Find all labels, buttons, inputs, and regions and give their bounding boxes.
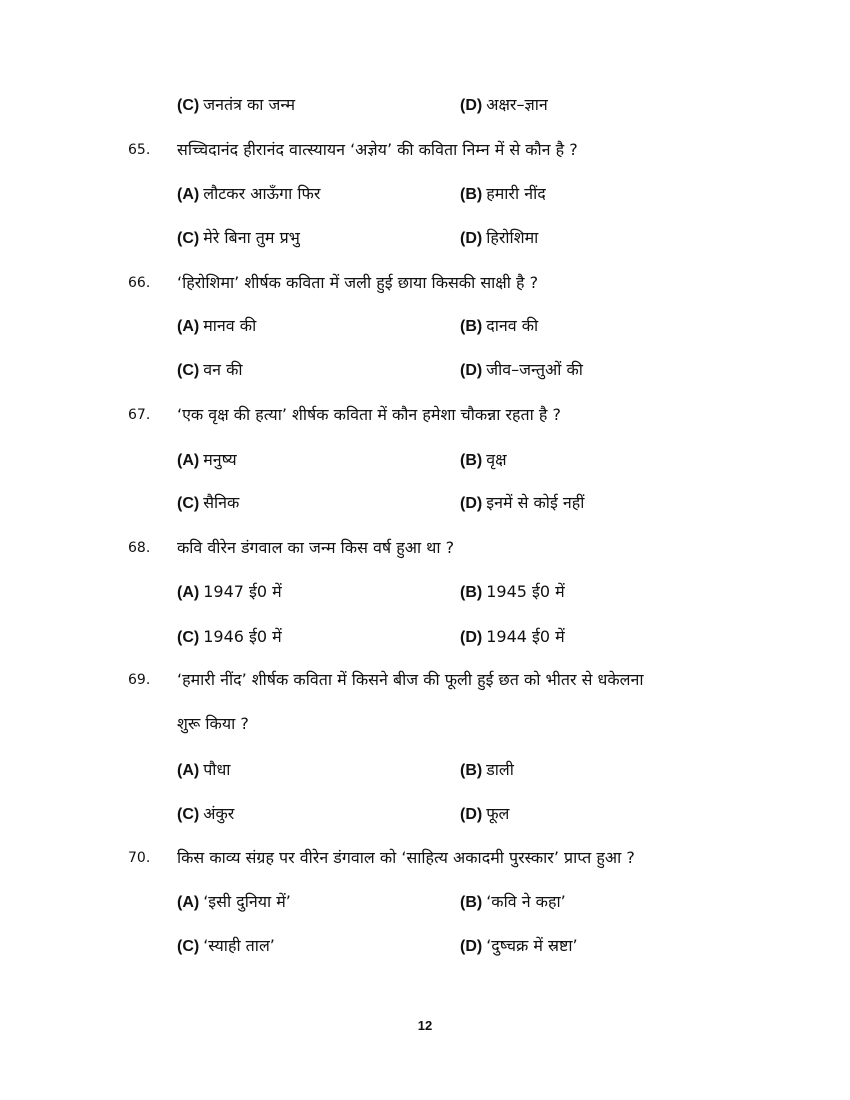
option-label: (C) xyxy=(177,97,200,114)
option-label: (B) xyxy=(460,186,483,203)
option-text: लौटकर आऊँगा फिर xyxy=(203,184,321,203)
option-b xyxy=(460,184,546,205)
question-text-continued: शुरू किया ? xyxy=(177,714,249,733)
option-b xyxy=(460,760,514,781)
option-text: डाली xyxy=(486,760,514,779)
option-label: (B) xyxy=(460,452,483,469)
question-text: ‘हमारी नींद’ शीर्षक कविता में किसने बीज की फूली हुई छत को भीतर से धकेलना xyxy=(177,670,644,689)
option-c-prev xyxy=(177,95,295,116)
option-text: मानव की xyxy=(203,316,257,335)
option-text: 1944 ई0 में xyxy=(486,627,565,646)
option-text: अक्षर–ज्ञान xyxy=(486,95,548,114)
option-label: (A) xyxy=(177,318,200,335)
option-text: हमारी नींद xyxy=(486,184,546,203)
option-label: (A) xyxy=(177,894,200,911)
option-label: (A) xyxy=(177,452,200,469)
option-d-prev xyxy=(460,95,548,116)
question-number: 69. xyxy=(128,672,151,688)
option-text: फूल xyxy=(486,804,510,823)
option-d xyxy=(460,228,538,249)
option-text: ‘स्याही ताल’ xyxy=(203,936,275,955)
option-label: (A) xyxy=(177,186,200,203)
option-text: हिरोशिमा xyxy=(486,228,539,247)
option-label: (C) xyxy=(177,938,200,955)
option-text: 1946 ई0 में xyxy=(203,627,282,646)
option-c xyxy=(177,360,243,381)
question-number: 65. xyxy=(128,142,151,158)
question-text: किस काव्य संग्रह पर वीरेन डंगवाल को ‘साहित्य अकादमी पुरस्कार’ प्राप्त हुआ ? xyxy=(177,848,635,867)
option-text: सैनिक xyxy=(203,493,240,512)
question-number: 66. xyxy=(128,275,151,291)
option-text: पौधा xyxy=(203,760,231,779)
option-label: (B) xyxy=(460,584,483,601)
option-text: जनतंत्र का जन्म xyxy=(203,95,296,114)
option-a xyxy=(177,582,282,603)
option-label: (C) xyxy=(177,629,200,646)
option-d xyxy=(460,627,565,648)
option-a xyxy=(177,316,256,337)
question-number: 67. xyxy=(128,407,151,423)
option-label: (D) xyxy=(460,97,483,114)
option-label: (C) xyxy=(177,362,200,379)
option-text: दानव की xyxy=(486,316,539,335)
page-number: 12 xyxy=(417,1018,433,1033)
option-text: वन की xyxy=(203,360,243,379)
option-text: ‘कवि ने कहा’ xyxy=(486,892,566,911)
option-text: मेरे बिना तुम प्रभु xyxy=(203,228,300,247)
option-label: (D) xyxy=(460,362,483,379)
option-label: (A) xyxy=(177,762,200,779)
question-text: सच्चिदानंद हीरानंद वात्स्यायन ‘अज्ञेय’ की कविता निम्न में से कौन है ? xyxy=(177,140,578,159)
option-d xyxy=(460,804,509,825)
option-label: (B) xyxy=(460,762,483,779)
question-text: ‘एक वृक्ष की हत्या’ शीर्षक कविता में कौन हमेशा चौकन्ना रहता है ? xyxy=(177,405,561,424)
option-c xyxy=(177,627,282,648)
option-b xyxy=(460,582,565,603)
option-label: (B) xyxy=(460,318,483,335)
question-text: ‘हिरोशिमा’ शीर्षक कविता में जली हुई छाया किसकी साक्षी है ? xyxy=(177,273,539,292)
option-text: अंकुर xyxy=(203,804,235,823)
option-a xyxy=(177,892,291,913)
option-d xyxy=(460,936,578,957)
option-a xyxy=(177,450,237,471)
option-label: (A) xyxy=(177,584,200,601)
option-a xyxy=(177,760,230,781)
option-b xyxy=(460,316,538,337)
option-label: (D) xyxy=(460,495,483,512)
option-label: (B) xyxy=(460,894,483,911)
option-text: मनुष्य xyxy=(203,450,237,469)
option-label: (D) xyxy=(460,806,483,823)
option-label: (D) xyxy=(460,938,483,955)
option-text: 1947 ई0 में xyxy=(203,582,282,601)
option-c xyxy=(177,228,300,249)
option-b xyxy=(460,450,507,471)
option-c xyxy=(177,936,275,957)
option-label: (C) xyxy=(177,806,200,823)
option-label: (C) xyxy=(177,230,200,247)
option-text: जीव–जन्तुओं की xyxy=(486,360,583,379)
option-label: (D) xyxy=(460,629,483,646)
question-number: 68. xyxy=(128,540,151,556)
question-number: 70. xyxy=(128,850,151,866)
option-text: 1945 ई0 में xyxy=(486,582,565,601)
question-text: कवि वीरेन डंगवाल का जन्म किस वर्ष हुआ था ? xyxy=(177,538,455,557)
option-d xyxy=(460,360,583,381)
option-c xyxy=(177,804,234,825)
option-label: (D) xyxy=(460,230,483,247)
option-text: वृक्ष xyxy=(486,450,507,469)
option-label: (C) xyxy=(177,495,200,512)
option-text: ‘इसी दुनिया में’ xyxy=(203,892,291,911)
option-a xyxy=(177,184,320,205)
option-d xyxy=(460,493,584,514)
option-b xyxy=(460,892,566,913)
option-text: ‘दुष्चक्र में स्रष्टा’ xyxy=(486,936,578,955)
option-c xyxy=(177,493,239,514)
option-text: इनमें से कोई नहीं xyxy=(486,493,585,512)
